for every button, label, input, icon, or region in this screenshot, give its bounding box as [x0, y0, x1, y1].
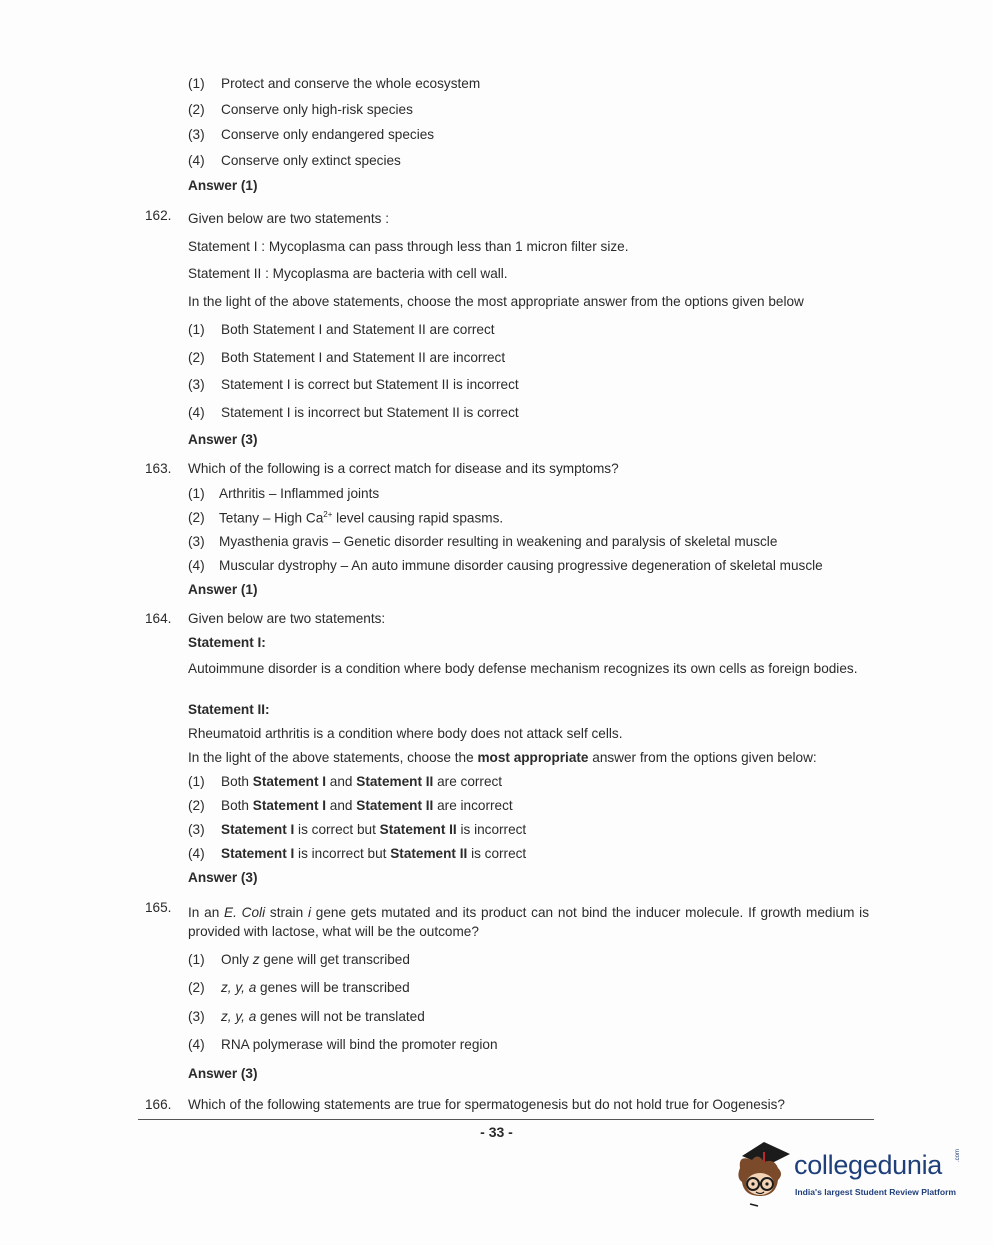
question-number-162: 162.: [145, 208, 172, 223]
statement-2-text: Rheumatoid arthritis is a condition where body does not attack self cells.: [188, 726, 623, 741]
brand-tagline: India's largest Student Review Platform: [795, 1187, 957, 1197]
statement-1-heading: Statement I:: [188, 635, 266, 650]
answer-165: Answer (3): [188, 1066, 258, 1081]
answer-163: Answer (1): [188, 582, 258, 597]
question-number-165: 165.: [145, 900, 172, 915]
statement-1-text: Autoimmune disorder is a condition where body defense mechanism recognizes its own cells as foreign bodies.: [188, 661, 858, 676]
brand-name: collegedunia: [794, 1150, 943, 1180]
question-number-163: 163.: [145, 461, 172, 476]
statement-2-heading: Statement II:: [188, 702, 270, 717]
answer-162: Answer (3): [188, 432, 258, 447]
answer-164: Answer (3): [188, 870, 258, 885]
question-text-165: In an E. Coli strain i gene gets mutated and its product can not bind the inducer molecule. If growth medium is provided with lactose, what will be the outcome?: [188, 905, 869, 939]
question-text-162: Given below are two statements :: [188, 211, 389, 226]
brand-suffix: .com: [955, 1148, 961, 1162]
statement-1: Statement I : Mycoplasma can pass through less than 1 micron filter size.: [188, 239, 629, 254]
mascot-icon: [734, 1138, 792, 1208]
statement-2: Statement II : Mycoplasma are bacteria with cell wall.: [188, 266, 508, 281]
instruction: In the light of the above statements, choose the most appropriate answer from the options given below:: [188, 750, 817, 765]
answer-161: Answer (1): [188, 178, 258, 193]
instruction: In the light of the above statements, choose the most appropriate answer from the options given below: [188, 294, 804, 309]
question-text-164: Given below are two statements:: [188, 611, 386, 626]
question-text-166: Which of the following statements are true for spermatogenesis but do not hold true for Oogenesis?: [188, 1097, 785, 1112]
question-number-164: 164.: [145, 611, 172, 626]
footer-divider: [138, 1119, 874, 1120]
collegedunia-logo: [734, 1138, 964, 1208]
page-number: - 33 -: [480, 1124, 513, 1140]
question-text-163: Which of the following is a correct match for disease and its symptoms?: [188, 461, 619, 476]
question-number-166: 166.: [145, 1097, 172, 1112]
